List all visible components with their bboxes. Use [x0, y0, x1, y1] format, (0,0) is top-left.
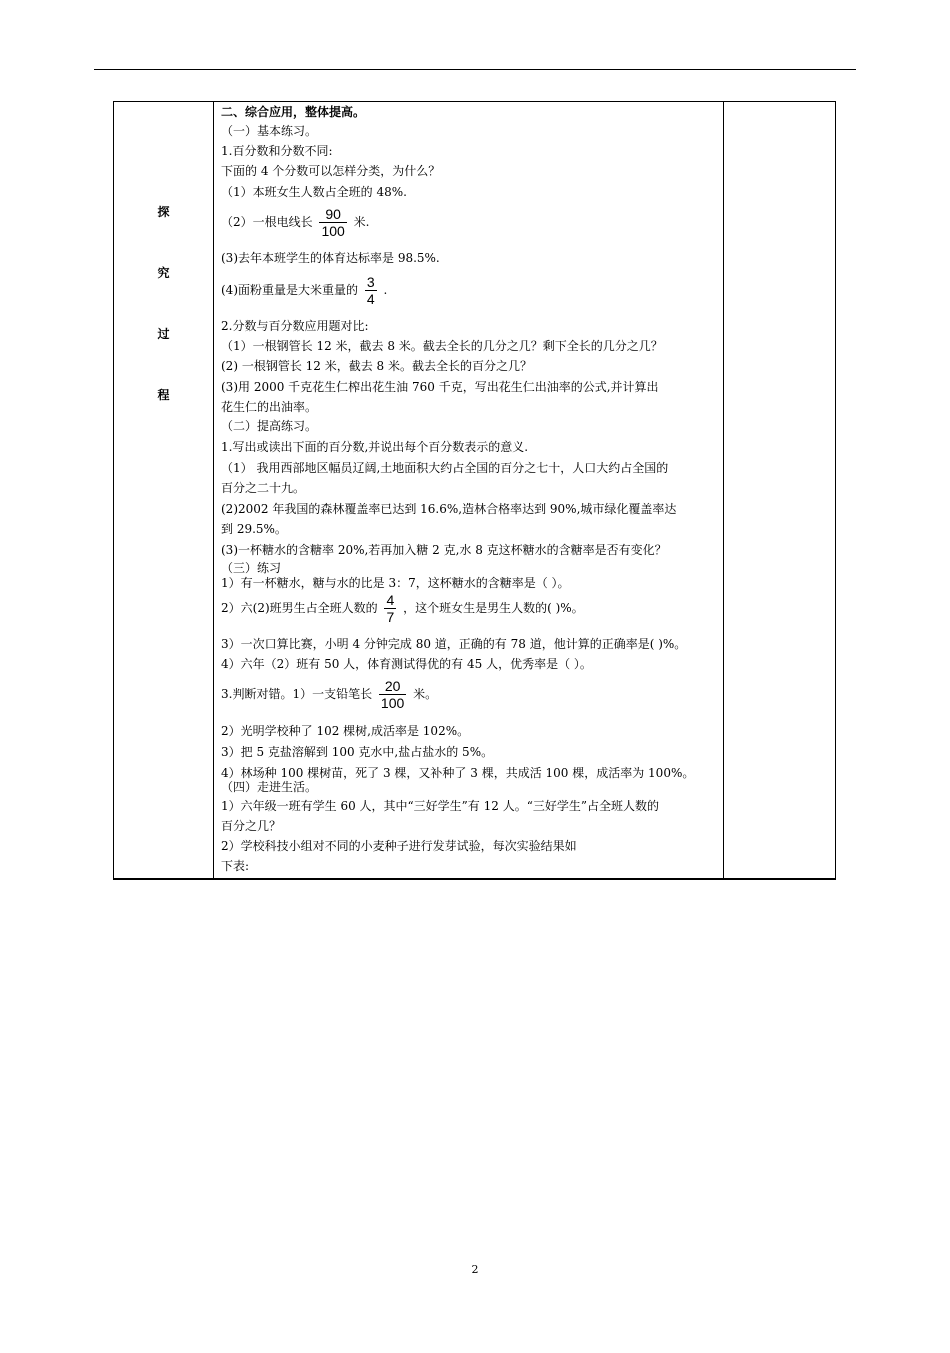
fraction-numerator: 90: [319, 206, 346, 223]
text-line: （1）一根钢管长 12 米，截去 8 米。截去全长的几分之几？剩下全长的几分之几？: [221, 339, 663, 353]
text-line: 下面的 4 个分数可以怎样分类，为什么？: [221, 164, 441, 178]
fraction-denominator: 7: [386, 609, 395, 625]
column-divider: [723, 102, 724, 878]
subsection-heading: （四）走进生活。: [221, 780, 318, 794]
text-line: 百分之二十九。: [221, 481, 306, 495]
text-line: (3)用 2000 千克花生仁榨出花生油 760 千克，写出花生仁出油率的公式,并计算出: [221, 380, 659, 394]
text-line: （1）本班女生人数占全班的 48%.: [221, 185, 407, 199]
text-line: 下表:: [221, 859, 250, 873]
text-line-with-fraction: [221, 678, 437, 711]
fraction: [384, 592, 396, 625]
fraction: [319, 206, 346, 239]
text-segment: (4)面粉重量是大米重量的: [221, 283, 358, 297]
text-line: (2)2002 年我国的森林覆盖率已达到 16.6%,造林合格率达到 90%,城市绿化覆盖率达: [221, 502, 677, 516]
text-segment: 米。: [413, 687, 438, 701]
fraction: [365, 274, 377, 307]
fraction-denominator: 100: [321, 223, 345, 239]
text-segment: （2）一根电线长: [221, 215, 313, 229]
text-segment: ，这个班女生是男生人数的( )%。: [403, 601, 584, 615]
text-line: 2）光明学校种了 102 棵树,成活率是 102%。: [221, 724, 470, 738]
text-line: 3）一次口算比赛，小明 4 分钟完成 80 道，正确的有 78 道，他计算的正确率是( )%。: [221, 637, 687, 651]
text-segment: 2）六(2)班男生占全班人数的: [221, 601, 378, 615]
text-line: 1.百分数和分数不同:: [221, 144, 333, 158]
subsection-heading: （二）提高练习。: [221, 419, 318, 433]
text-line: 到 29.5%。: [221, 522, 287, 536]
text-segment: .: [383, 283, 388, 297]
text-line: 1）有一杯糖水，糖与水的比是 3：7，这杯糖水的含糖率是（ ）。: [221, 576, 570, 590]
text-line: 百分之几？: [221, 819, 282, 833]
section-label-char: 究: [157, 266, 170, 280]
text-line: 3）把 5 克盐溶解到 100 克水中,盐占盐水的 5%。: [221, 745, 494, 759]
fraction-denominator: 4: [366, 291, 375, 307]
subsection-heading: （三）练习: [221, 561, 282, 575]
text-line: (3)去年本班学生的体育达标率是 98.5%.: [221, 251, 440, 265]
header-rule: [94, 69, 856, 70]
text-line-with-fraction: [221, 274, 387, 307]
text-line: 1.写出或读出下面的百分数,并说出每个百分数表示的意义.: [221, 440, 529, 454]
fraction-numerator: 20: [379, 678, 406, 695]
lesson-table: [113, 101, 836, 880]
text-line: （1） 我用西部地区幅员辽阔,土地面积大约占全国的百分之七十，人口大约占全国的: [221, 461, 669, 475]
section-label-char: 过: [157, 327, 170, 341]
text-line: 花生仁的出油率。: [221, 400, 318, 414]
text-line: (3)一杯糖水的含糖率 20%,若再加入糖 2 克,水 8 克这杯糖水的含糖率是否有变化？: [221, 543, 667, 557]
text-segment: 米.: [353, 215, 370, 229]
text-segment: 3.判断对错。1）一支铅笔长: [221, 687, 373, 701]
fraction-numerator: 4: [386, 592, 395, 608]
text-line: 2）学校科技小组对不同的小麦种子进行发芽试验，每次实验结果如: [221, 839, 577, 853]
subsection-heading: （一）基本练习。: [221, 124, 318, 138]
text-line: (2) 一根钢管长 12 米，截去 8 米。截去全长的百分之几？: [221, 359, 532, 373]
section-label-char: 探: [157, 205, 170, 219]
page-number: 2: [471, 1263, 479, 1276]
column-divider: [213, 102, 214, 878]
text-line: 4）林场种 100 棵树苗，死了 3 棵，又补种了 3 棵，共成活 100 棵，成活率为 100%。: [221, 766, 695, 780]
fraction-numerator: 3: [366, 274, 375, 290]
section-label-char: 程: [157, 388, 170, 402]
section-heading: 二、综合应用，整体提高。: [221, 105, 366, 119]
text-line: 2.分数与百分数应用题对比:: [221, 319, 369, 333]
text-line-with-fraction: [221, 206, 369, 239]
text-line: 1）六年级一班有学生 60 人，其中“三好学生”有 12 人。“三好学生”占全班人数的: [221, 799, 659, 813]
fraction-denominator: 100: [380, 695, 405, 711]
fraction: [379, 678, 406, 711]
text-line: 4）六年（2）班有 50 人，体育测试得优的有 45 人，优秀率是（ ）。: [221, 657, 592, 671]
text-line-with-fraction: [221, 592, 584, 625]
